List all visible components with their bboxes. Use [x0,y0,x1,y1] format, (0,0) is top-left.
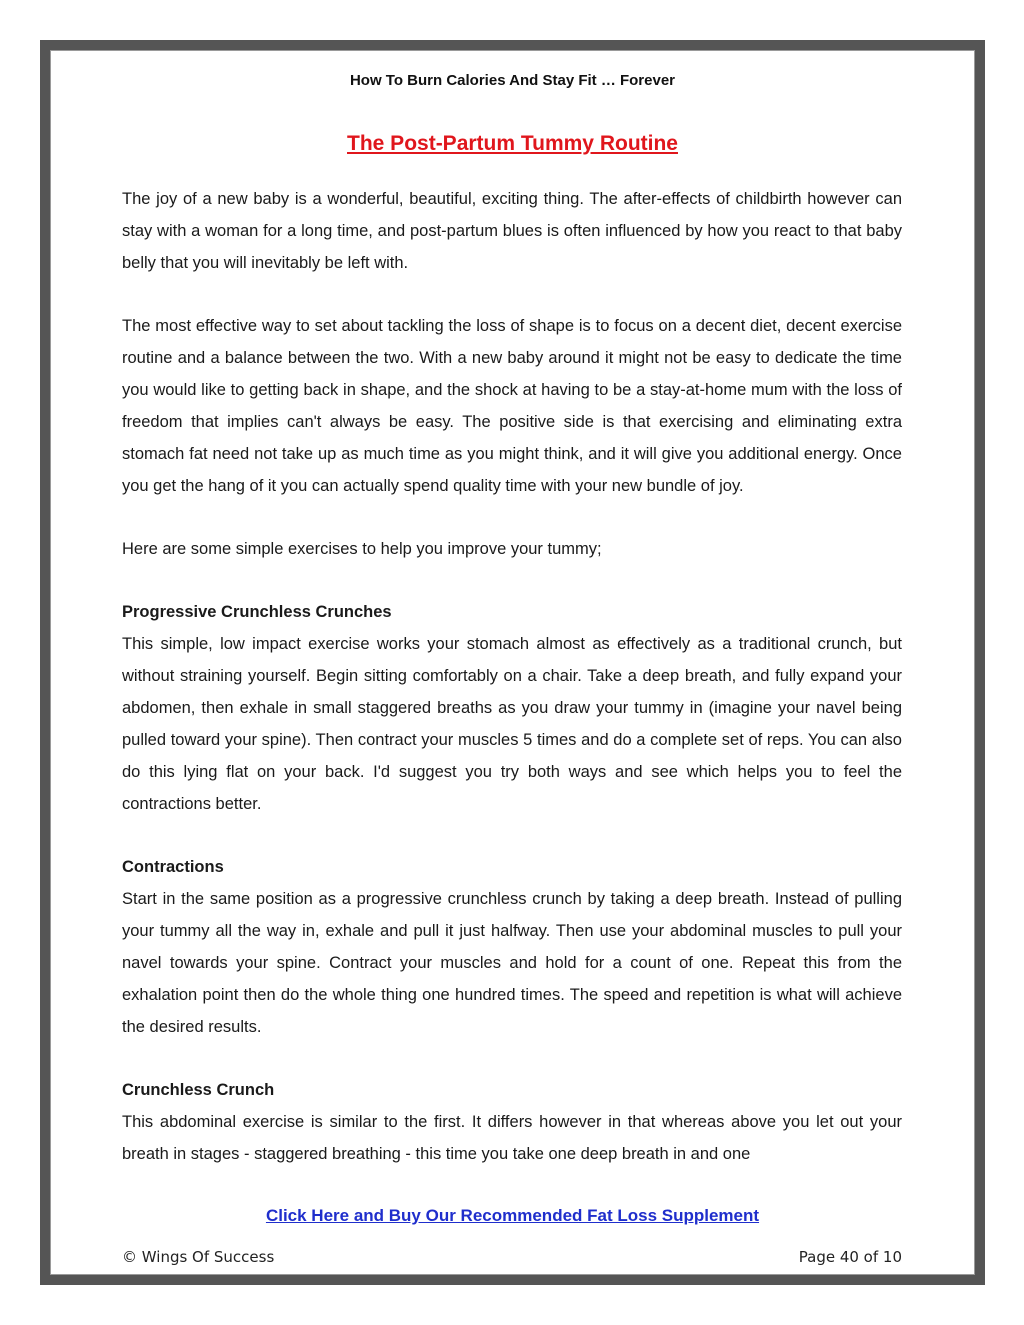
running-header: How To Burn Calories And Stay Fit … Forever [349,72,676,89]
intro-paragraph-3: Here are some simple exercises to help you improve your tummy; [122,540,602,558]
page-footer [122,1247,902,1267]
intro-paragraph-2: The most effective way to set about tackling the loss of shape is to focus on a decent diet, decent exercise routine and a balance between the two. With a new baby around it might not be easy to dedicate the time you would like to getting back in shape, and the shock at having to be a stay-at-home mum with the loss of freedom that implies can't always be easy. The positive side is that exercising and eliminating extra stomach fat need not take up as much time as you might think, and it will give you additional energy. Once you get the hang of it you can actually spend quality time with your new bundle of joy. [122,317,902,495]
page-frame [40,40,985,1285]
section-heading-crunchless-crunch: Crunchless Crunch [122,1081,275,1099]
intro-paragraph-1: The joy of a new baby is a wonderful, beautiful, exciting thing. The after-effects of childbirth however can stay with a woman for a long time, and post-partum blues is often influenced by how you react to that baby belly that you will inevitably be left with. [122,190,902,272]
buy-supplement-link[interactable]: Click Here and Buy Our Recommended Fat Loss Supplement [265,1206,760,1225]
article-body [122,183,902,1170]
page-inner-border [50,50,975,1275]
section-heading-progressive-crunchless-crunches: Progressive Crunchless Crunches [122,603,392,621]
section-heading-contractions: Contractions [122,858,224,876]
page-title: The Post-Partum Tummy Routine [347,132,678,155]
section-text-contractions: Start in the same position as a progressive crunchless crunch by taking a deep breath. Instead of pulling your tummy all the way in, exhale and pull it just halfway. Then use your abdominal muscles to pull your navel towards your spine. Contract your muscles and hold for a count of one. Repeat this from the exhalation point then do the whole thing one hundred times. The speed and repetition is what will achieve the desired results. [122,890,902,1036]
section-text-progressive-crunchless-crunches: This simple, low impact exercise works your stomach almost as effectively as a traditional crunch, but without straining yourself. Begin sitting comfortably on a chair. Take a deep breath, and fully expand your abdomen, then exhale in small staggered breaths as you draw your tummy in (imagine your navel being pulled toward your spine). Then contract your muscles 5 times and do a complete set of reps. You can also do this lying flat on your back. I'd suggest you try both ways and see which helps you to feel the contractions better. [122,635,902,813]
section-text-crunchless-crunch: This abdominal exercise is similar to the first. It differs however in that whereas above you let out your breath in stages - staggered breathing - this time you take one deep breath in and one [122,1113,902,1163]
footer-page-number: Page 40 of 10 [798,1248,902,1266]
footer-copyright: © Wings Of Success [122,1248,275,1266]
